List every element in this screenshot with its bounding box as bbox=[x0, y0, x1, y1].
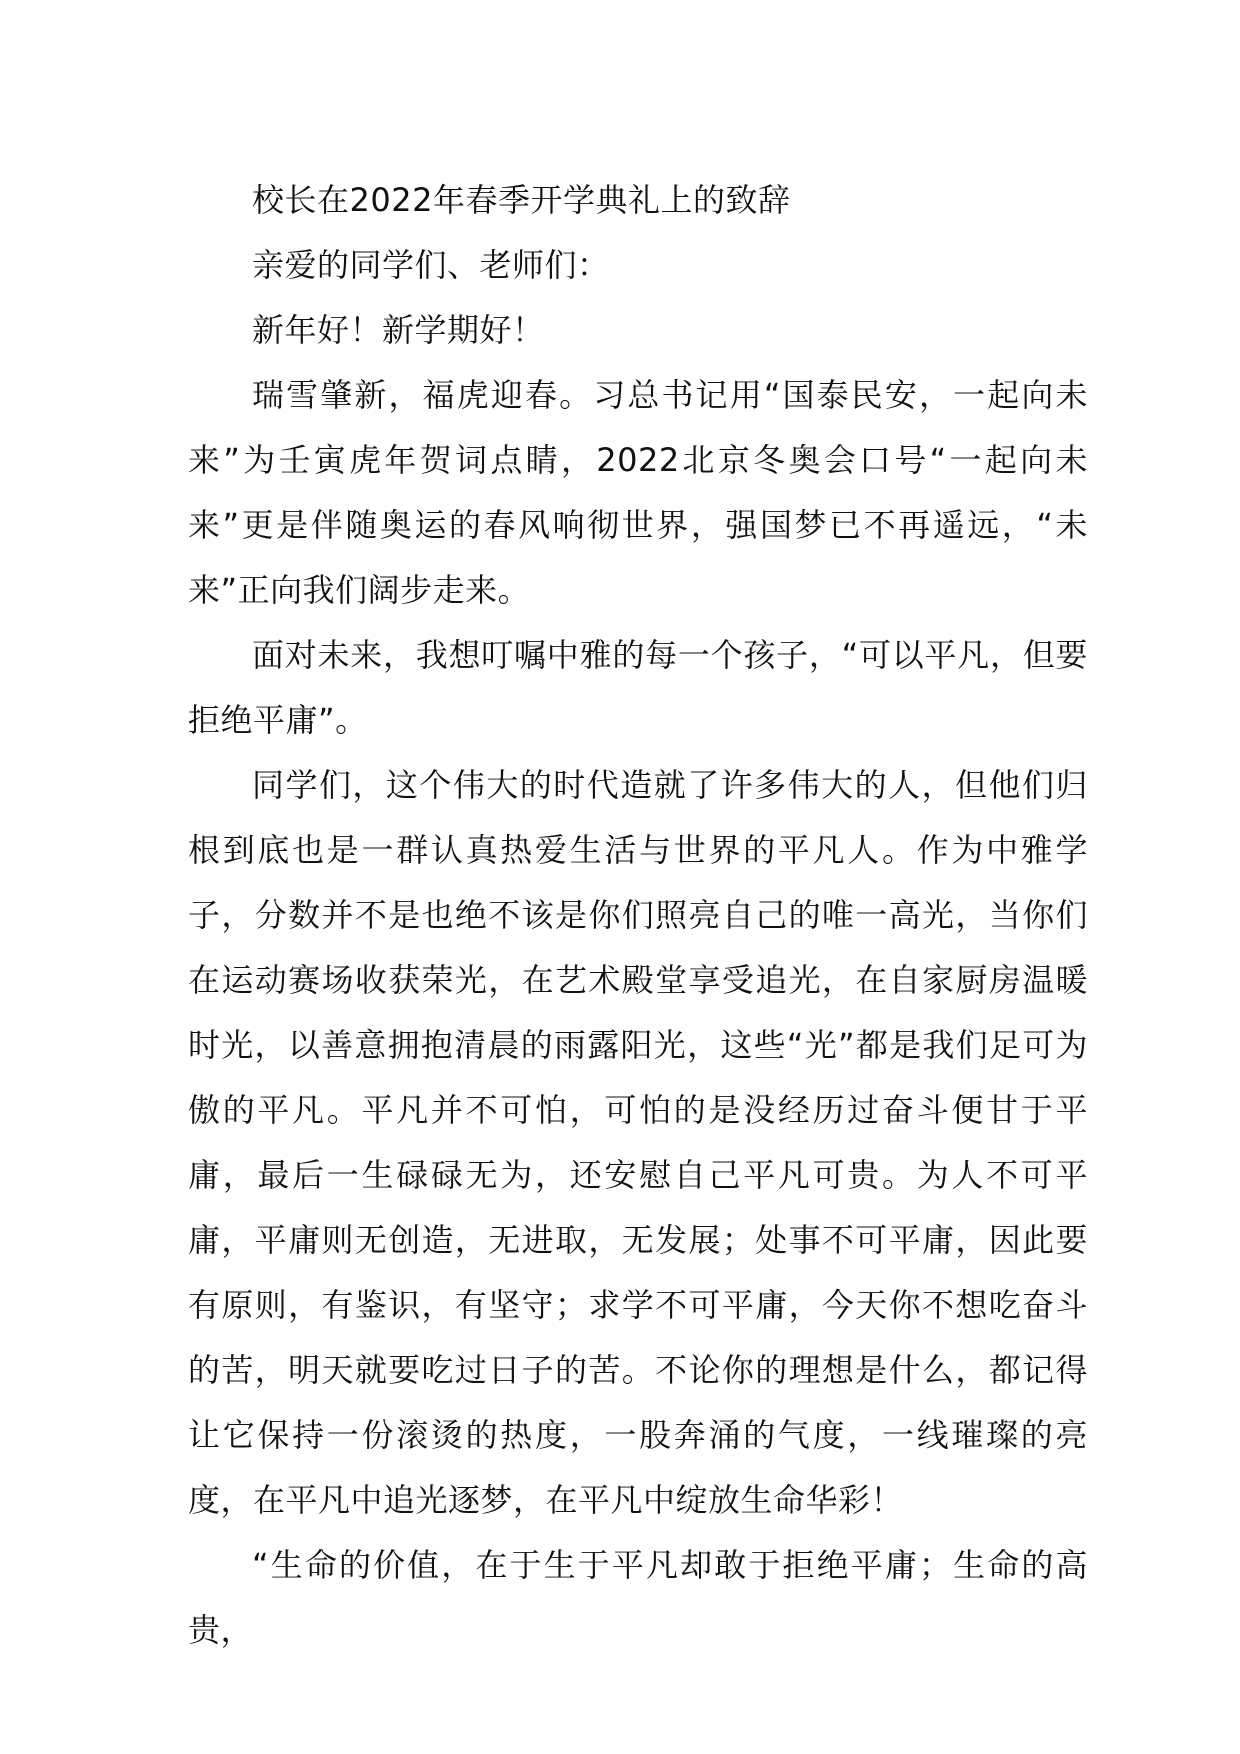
body-paragraph: 同学们，这个伟大的时代造就了许多伟大的人，但他们归根到底也是一群认真热爱生活与世界的平凡人。作为中雅学子，分数并不是也绝不该是你们照亮自己的唯一高光，当你们在运动赛场收获荣光，在艺术殿堂享受追光，在自家厨房温暖时光，以善意拥抱清晨的雨露阳光，这些“光”都是我们足可为傲的平凡。平凡并不可怕，可怕的是没经历过奋斗便甘于平庸，最后一生碌碌无为，还安慰自己平凡可贵。为人不可平庸，平庸则无创造，无进取，无发展；处事不可平庸，因此要有原则，有鉴识，有坚守；求学不可平庸，今天你不想吃奋斗的苦，明天就要吃过日子的苦。不论你的理想是什么，都记得让它保持一份滚烫的热度，一股奔涌的气度，一线璀璨的亮度，在平凡中追光逐梦，在平凡中绽放生命华彩！ bbox=[188, 766, 1088, 1519]
document-title: 校长在2022年春季开学典礼上的致辞 bbox=[252, 181, 791, 219]
document-body bbox=[188, 168, 1088, 1663]
body-paragraph: 瑞雪肇新，福虎迎春。习总书记用“国泰民安，一起向未来”为壬寅虎年贺词点睛，2022北京冬奥会口号“一起向未来”更是伴随奥运的春风响彻世界，强国梦已不再遥远，“未来”正向我们阔步走来。 bbox=[188, 376, 1088, 609]
greeting-paragraph: 新年好！新学期好！ bbox=[252, 311, 545, 349]
body-paragraph: “生命的价值，在于生于平凡却敢于拒绝平庸；生命的高贵， bbox=[188, 1546, 1088, 1649]
body-paragraph: 面对未来，我想叮嘱中雅的每一个孩子，“可以平凡，但要拒绝平庸”。 bbox=[188, 636, 1088, 739]
salutation-paragraph: 亲爱的同学们、老师们： bbox=[252, 246, 610, 284]
